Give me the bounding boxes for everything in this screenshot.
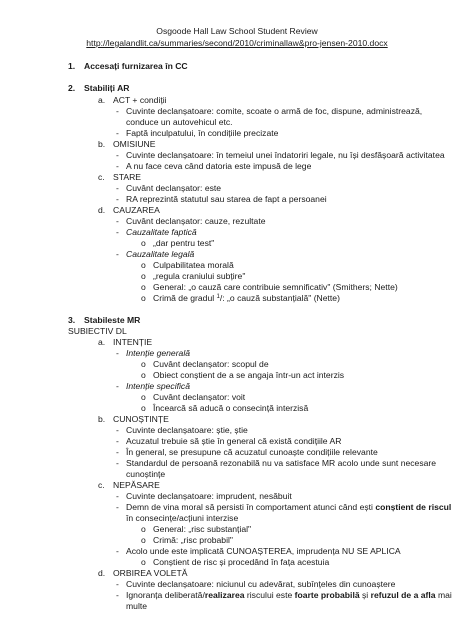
dash-bullet: - bbox=[116, 183, 119, 193]
list-item: Acuzatul trebuie să știe în general că există condițiile AR bbox=[126, 436, 342, 446]
document-header-url[interactable]: http://legalandlit.ca/summaries/second/2010/criminallaw&pro-jensen-2010.docx bbox=[86, 38, 388, 48]
subsection-title: CUNOȘTINȚE bbox=[113, 414, 169, 424]
circle-bullet: o bbox=[141, 535, 146, 545]
list-item-continuation: conduce un autovehicul etc. bbox=[126, 117, 233, 127]
circle-bullet: o bbox=[141, 524, 146, 534]
circle-bullet: o bbox=[141, 392, 146, 402]
nested-list-item: Cuvânt declanșator: voit bbox=[153, 392, 246, 402]
text-fragment: mai bbox=[435, 590, 452, 600]
dash-bullet: - bbox=[116, 590, 119, 600]
list-item: Cuvinte declanșatoare: știe, știe bbox=[126, 425, 248, 435]
subsection-marker: b. bbox=[98, 139, 106, 149]
subsection-marker: a. bbox=[98, 337, 106, 347]
dash-bullet: - bbox=[116, 381, 119, 391]
dash-bullet: - bbox=[116, 194, 119, 204]
subsection-marker: c. bbox=[98, 172, 105, 182]
list-item: Standardul de persoană rezonabilă nu va satisface MR acolo unde sunt necesare bbox=[126, 458, 437, 468]
dash-bullet: - bbox=[116, 249, 119, 259]
dash-bullet: - bbox=[116, 436, 119, 446]
circle-bullet: o bbox=[141, 260, 146, 270]
list-item: Cuvinte declanșatoare: comite, scoate o armă de foc, dispune, administrează, bbox=[126, 106, 423, 116]
dash-bullet: - bbox=[116, 150, 119, 160]
dash-bullet: - bbox=[116, 491, 119, 501]
bold-text: conștient de riscul bbox=[375, 502, 452, 512]
dash-bullet: - bbox=[116, 106, 119, 116]
nested-list-item: Obiect conștient de a se angaja într-un act interzis bbox=[153, 370, 345, 380]
dash-bullet: - bbox=[116, 447, 119, 457]
section-3-number: 3. bbox=[68, 315, 76, 325]
subsection-title: ORBIREA VOLETĂ bbox=[113, 568, 188, 578]
list-item-italic: Cauzalitate legală bbox=[126, 249, 195, 259]
subsection-marker: b. bbox=[98, 414, 106, 424]
nested-list-item: „dar pentru test" bbox=[153, 238, 215, 248]
text-fragment: Crimă de gradul bbox=[153, 293, 217, 303]
circle-bullet: o bbox=[141, 238, 146, 248]
list-item-continuation: în consecințe/acțiuni interzise bbox=[126, 513, 239, 523]
bold-text: foarte probabilă bbox=[294, 590, 360, 600]
list-item: A nu face ceva când datoria este impusă de lege bbox=[126, 161, 312, 171]
dash-bullet: - bbox=[116, 128, 119, 138]
circle-bullet: o bbox=[141, 370, 146, 380]
circle-bullet: o bbox=[141, 359, 146, 369]
nested-list-item: Culpabilitatea morală bbox=[153, 260, 234, 270]
text-fragment: Demn de vina moral să persisti în comportament atunci când ești bbox=[126, 502, 376, 512]
list-item: Cuvinte declanșatoare: niciunul cu adevărat, subînțeles din cunoaștere bbox=[126, 579, 396, 589]
circle-bullet: o bbox=[141, 271, 146, 281]
nested-list-item bbox=[153, 293, 340, 304]
list-item-continuation: cunoștințe bbox=[126, 469, 166, 479]
nested-list-item: „regula craniului subțire" bbox=[153, 271, 246, 281]
list-item bbox=[126, 502, 451, 513]
nested-list-item: Conștient de risc și procedând în fața acestuia bbox=[153, 557, 330, 567]
section-2-title: Stabiliți AR bbox=[84, 83, 130, 93]
text-fragment: riscului este bbox=[244, 590, 295, 600]
list-item bbox=[126, 590, 452, 601]
subsection-title: STARE bbox=[113, 172, 142, 182]
subsection-title: ACT + condiții bbox=[113, 95, 167, 105]
dash-bullet: - bbox=[116, 546, 119, 556]
dash-bullet: - bbox=[116, 425, 119, 435]
section-3-title: Stabileste MR bbox=[84, 315, 141, 325]
dash-bullet: - bbox=[116, 458, 119, 468]
text-fragment: /: „o cauză substanțială" (Nette) bbox=[219, 293, 340, 303]
dash-bullet: - bbox=[116, 579, 119, 589]
circle-bullet: o bbox=[141, 293, 146, 303]
nested-list-item: General: „risc substanțial" bbox=[153, 524, 252, 534]
nested-list-item: General: „o cauză care contribuie semnificativ" (Smithers; Nette) bbox=[153, 282, 398, 292]
list-item: Cuvinte declanșatoare: în temeiul unei îndatoriri legale, nu își desfășoară activitatea bbox=[126, 150, 445, 160]
list-item-continuation: multe bbox=[126, 601, 148, 611]
list-item-italic: Intenție specifică bbox=[126, 381, 191, 391]
section-1-number: 1. bbox=[68, 61, 76, 71]
subsection-marker: c. bbox=[98, 480, 105, 490]
circle-bullet: o bbox=[141, 282, 146, 292]
circle-bullet: o bbox=[141, 557, 146, 567]
list-item-italic: Intenție generală bbox=[126, 348, 191, 358]
subsection-title: OMISIUNE bbox=[113, 139, 156, 149]
dash-bullet: - bbox=[116, 161, 119, 171]
list-item: Cuvânt declanșator: este bbox=[126, 183, 222, 193]
section-2-number: 2. bbox=[68, 83, 76, 93]
dash-bullet: - bbox=[116, 216, 119, 226]
section-1-title: Accesați furnizarea în CC bbox=[84, 61, 188, 71]
list-item: În general, se presupune că acuzatul cunoaște condițiile relevante bbox=[126, 447, 378, 457]
list-item: RA reprezintă statutul sau starea de fapt a persoanei bbox=[126, 194, 327, 204]
dash-bullet: - bbox=[116, 227, 119, 237]
dash-bullet: - bbox=[116, 502, 119, 512]
list-item: Faptă inculpatului, în condițiile precizate bbox=[126, 128, 279, 138]
list-item: Cuvânt declanșator: cauze, rezultate bbox=[126, 216, 266, 226]
subsection-title: CAUZAREA bbox=[113, 205, 160, 215]
subsection-marker: a. bbox=[98, 95, 106, 105]
superscript: 1 bbox=[216, 294, 220, 300]
circle-bullet: o bbox=[141, 403, 146, 413]
list-item-italic: Cauzalitate faptică bbox=[126, 227, 197, 237]
dash-bullet: - bbox=[116, 348, 119, 358]
section-subheading: SUBIECTIV DL bbox=[68, 326, 127, 336]
list-item: Cuvinte declanșatoare: imprudent, nesăbuit bbox=[126, 491, 292, 501]
text-fragment: Ignoranța deliberată/ bbox=[126, 590, 205, 600]
subsection-title: INTENȚIE bbox=[113, 337, 153, 347]
subsection-marker: d. bbox=[98, 568, 106, 578]
subsection-marker: d. bbox=[98, 205, 106, 215]
text-fragment: și bbox=[359, 590, 371, 600]
nested-list-item: Încearcă să aducă o consecință interzisă bbox=[153, 403, 309, 413]
nested-list-item: Crimă: „risc probabil" bbox=[153, 535, 233, 545]
list-item: Acolo unde este implicată CUNOAȘTEREA, imprudența NU SE APLICA bbox=[126, 546, 401, 556]
subsection-title: NEPĂSARE bbox=[113, 480, 160, 490]
nested-list-item: Cuvânt declanșator: scopul de bbox=[153, 359, 269, 369]
bold-text: realizarea bbox=[204, 590, 245, 600]
document-header-title: Osgoode Hall Law School Student Review bbox=[156, 26, 318, 36]
bold-text: refuzul de a afla bbox=[370, 590, 436, 600]
